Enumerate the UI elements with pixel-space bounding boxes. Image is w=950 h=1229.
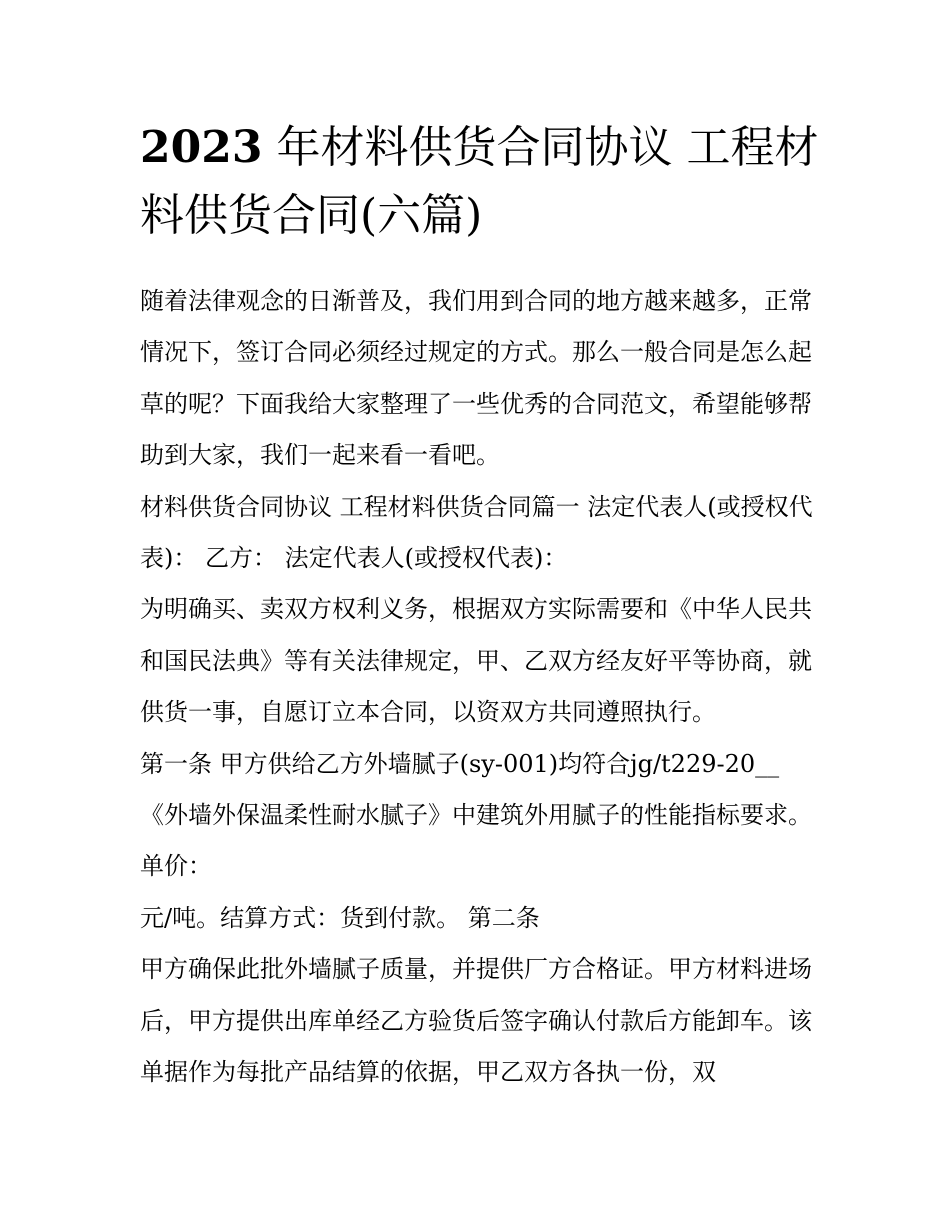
title-text: 年材料供货合同协议 工程材料供货合同(六篇) <box>140 122 819 241</box>
paragraph-settlement: 元/吨。结算方式：货到付款。 第二条 <box>140 903 540 932</box>
title-year: 2023 <box>140 122 263 173</box>
paragraph-quality: 甲方确保此批外墙腻子质量，并提供厂方合格证。甲方材料进场后，甲方提供出库单经乙方验货后签字确认付款后方能卸车。该单据作为每批产品结算的依据，甲乙双方各执一份，双 <box>140 955 812 1087</box>
paragraph-purpose: 为明确买、卖双方权利义务，根据双方实际需要和《中华人民共和国民法典》等有关法律规定，甲、乙双方经友好平等协商，就供货一事，自愿订立本合同，以资双方共同遵照执行。 <box>140 595 812 727</box>
paragraph-intro: 随着法律观念的日渐普及，我们用到合同的地方越来越多，正常情况下，签订合同必须经过规定的方式。那么一般合同是怎么起草的呢？下面我给大家整理了一些优秀的合同范文，希望能够帮助到大家，我们一起来看一看吧。 <box>140 287 812 470</box>
paragraph-parties: 材料供货合同协议 工程材料供货合同篇一 法定代表人(或授权代表)： 乙方： 法定代表人(或授权代表)： <box>140 492 813 573</box>
document-title <box>140 114 820 250</box>
document-body <box>140 276 820 1099</box>
paragraph-article-1: 第一条 甲方供给乙方外墙腻子(sy-001)均符合jg/t229-20__《外墙外保温柔性耐水腻子》中建筑外用腻子的性能指标要求。 <box>140 749 812 830</box>
paragraph-unit-price: 单价： <box>140 852 212 881</box>
